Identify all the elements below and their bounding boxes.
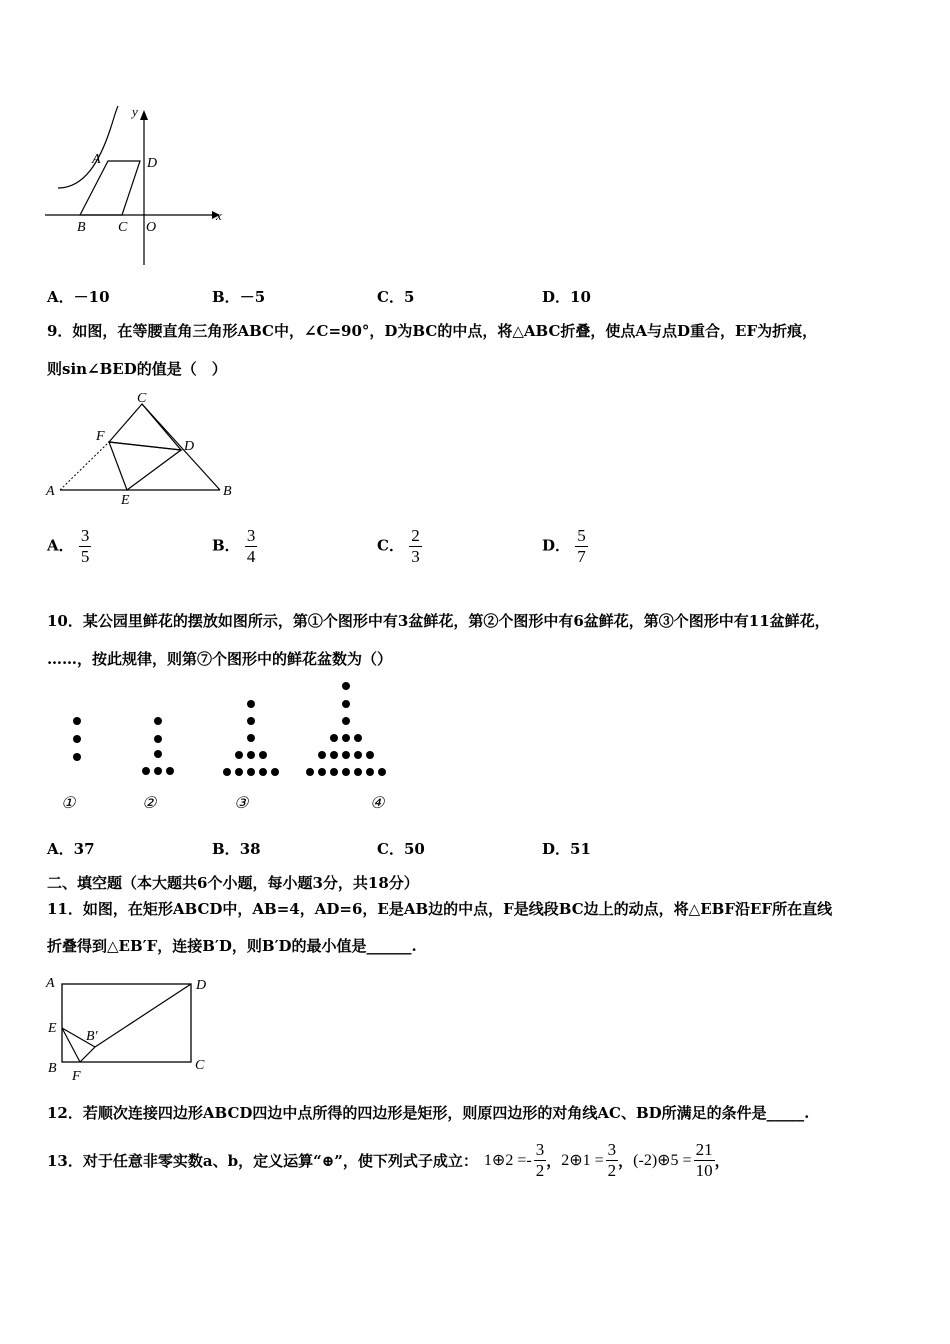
q9-stem-line1: 9．如图，在等腰直角三角形ABC中，∠C=90°，D为BC的中点，将△ABC折叠，使点A与点D重合，EF为折痕， — [47, 322, 818, 340]
q11-label-B: B — [48, 1061, 57, 1076]
q9-option-a[interactable]: A． $\frac{3}{5}$ — [47, 526, 90, 566]
q13-expr-2: 2⊕1 = $\frac{3}{2}$ — [561, 1139, 617, 1180]
q11-label-F: F — [72, 1069, 81, 1084]
q12-stem: 12．若顺次连接四边形ABCD四边中点所得的四边形是矩形，则原四边形的对角线AC、BD所满足的条件是_____. — [47, 1104, 810, 1122]
q9-option-d[interactable]: D． $\frac{5}{7}$ — [542, 526, 586, 566]
q10-stem-line1: 10．某公园里鲜花的摆放如图所示，第①个图形中有3盆鲜花，第②个图形中有6盆鲜花，第③个图形中有11盆鲜花， — [47, 612, 830, 630]
q13-expr-1: 1⊕2 =- $\frac{3}{2}$ — [483, 1139, 545, 1180]
q8-option-d[interactable]: D．10 — [542, 288, 591, 306]
q8-option-b[interactable]: B．－5 — [212, 288, 266, 306]
section-2-heading: 二、填空题（本大题共6个小题，每小题3分，共18分） — [47, 874, 419, 892]
q9-label-E: E — [121, 493, 130, 508]
q10-stem-line2: ……，按此规律，则第⑦个图形中的鲜花盆数为（） — [47, 650, 393, 668]
q10-option-b[interactable]: B．38 — [212, 840, 261, 858]
q9-label-F: F — [96, 429, 105, 444]
q11-label-A: A — [46, 976, 55, 991]
q8-label-C: C — [118, 220, 128, 235]
q13-expr-3: (-2)⊕5 = $\frac{21}{10}$ — [633, 1139, 713, 1180]
q10-label-2: ② — [142, 795, 157, 812]
q9-option-c[interactable]: C． $\frac{2}{3}$ — [377, 526, 420, 566]
q10-pattern-2 — [142, 717, 174, 775]
q11-stem-line1: 11．如图，在矩形ABCD中，AB=4，AD=6，E是AB边的中点，F是线段BC边上的动点，将△EBF沿EF所在直线 — [47, 900, 833, 918]
q9-stem-line2: 则sin∠BED的值是（ ） — [47, 360, 227, 378]
q9-figure — [40, 392, 250, 512]
q10-label-3: ③ — [234, 795, 249, 812]
q10-option-d[interactable]: D．51 — [542, 840, 591, 858]
q10-option-a[interactable]: A．37 — [47, 840, 95, 858]
q10-label-4: ④ — [370, 795, 385, 812]
q8-label-y: y — [132, 104, 138, 119]
q9-label-A: A — [46, 484, 55, 499]
q11-label-C: C — [195, 1058, 205, 1073]
q11-label-E: E — [48, 1021, 57, 1036]
q10-option-c[interactable]: C．50 — [377, 840, 425, 858]
q11-label-Bprime: B′ — [86, 1029, 98, 1044]
q9-label-C: C — [137, 392, 147, 406]
q8-label-x: x — [216, 208, 222, 223]
q10-pattern-1 — [73, 717, 81, 761]
q10-figure — [40, 676, 440, 821]
q8-label-B: B — [77, 220, 86, 235]
q9-label-D: D — [184, 439, 195, 454]
q8-label-O: O — [146, 220, 157, 235]
q8-option-c[interactable]: C．5 — [377, 288, 415, 306]
q11-label-D: D — [196, 978, 207, 993]
q10-pattern-4 — [306, 682, 386, 776]
q8-option-a[interactable]: A．－10 — [47, 288, 110, 306]
q10-label-1: ① — [61, 795, 76, 812]
q11-stem-line2: 折叠得到△EB′F，连接B′D，则B′D的最小值是______. — [47, 937, 417, 955]
q9-option-b[interactable]: B． $\frac{3}{4}$ — [212, 526, 256, 566]
q10-pattern-3 — [223, 700, 279, 776]
q13-stem: 13．对于任意非零实数a、b，定义运算“⊕”，使下列式子成立： 1⊕2 =- $\frac{3}{2}$ ， 2⊕1 = $\frac{3}{2}$ ， (-2)⊕5 = $\frac{21}{10}$ ， — [47, 1139, 730, 1180]
q13-text: 13．对于任意非零实数a、b，定义运算“⊕”，使下列式子成立： — [47, 1151, 478, 1170]
q8-figure — [40, 100, 240, 270]
q11-figure — [40, 970, 220, 1085]
q8-label-D: D — [147, 156, 158, 171]
q9-label-B: B — [223, 484, 232, 499]
q8-label-A: A — [92, 152, 101, 167]
